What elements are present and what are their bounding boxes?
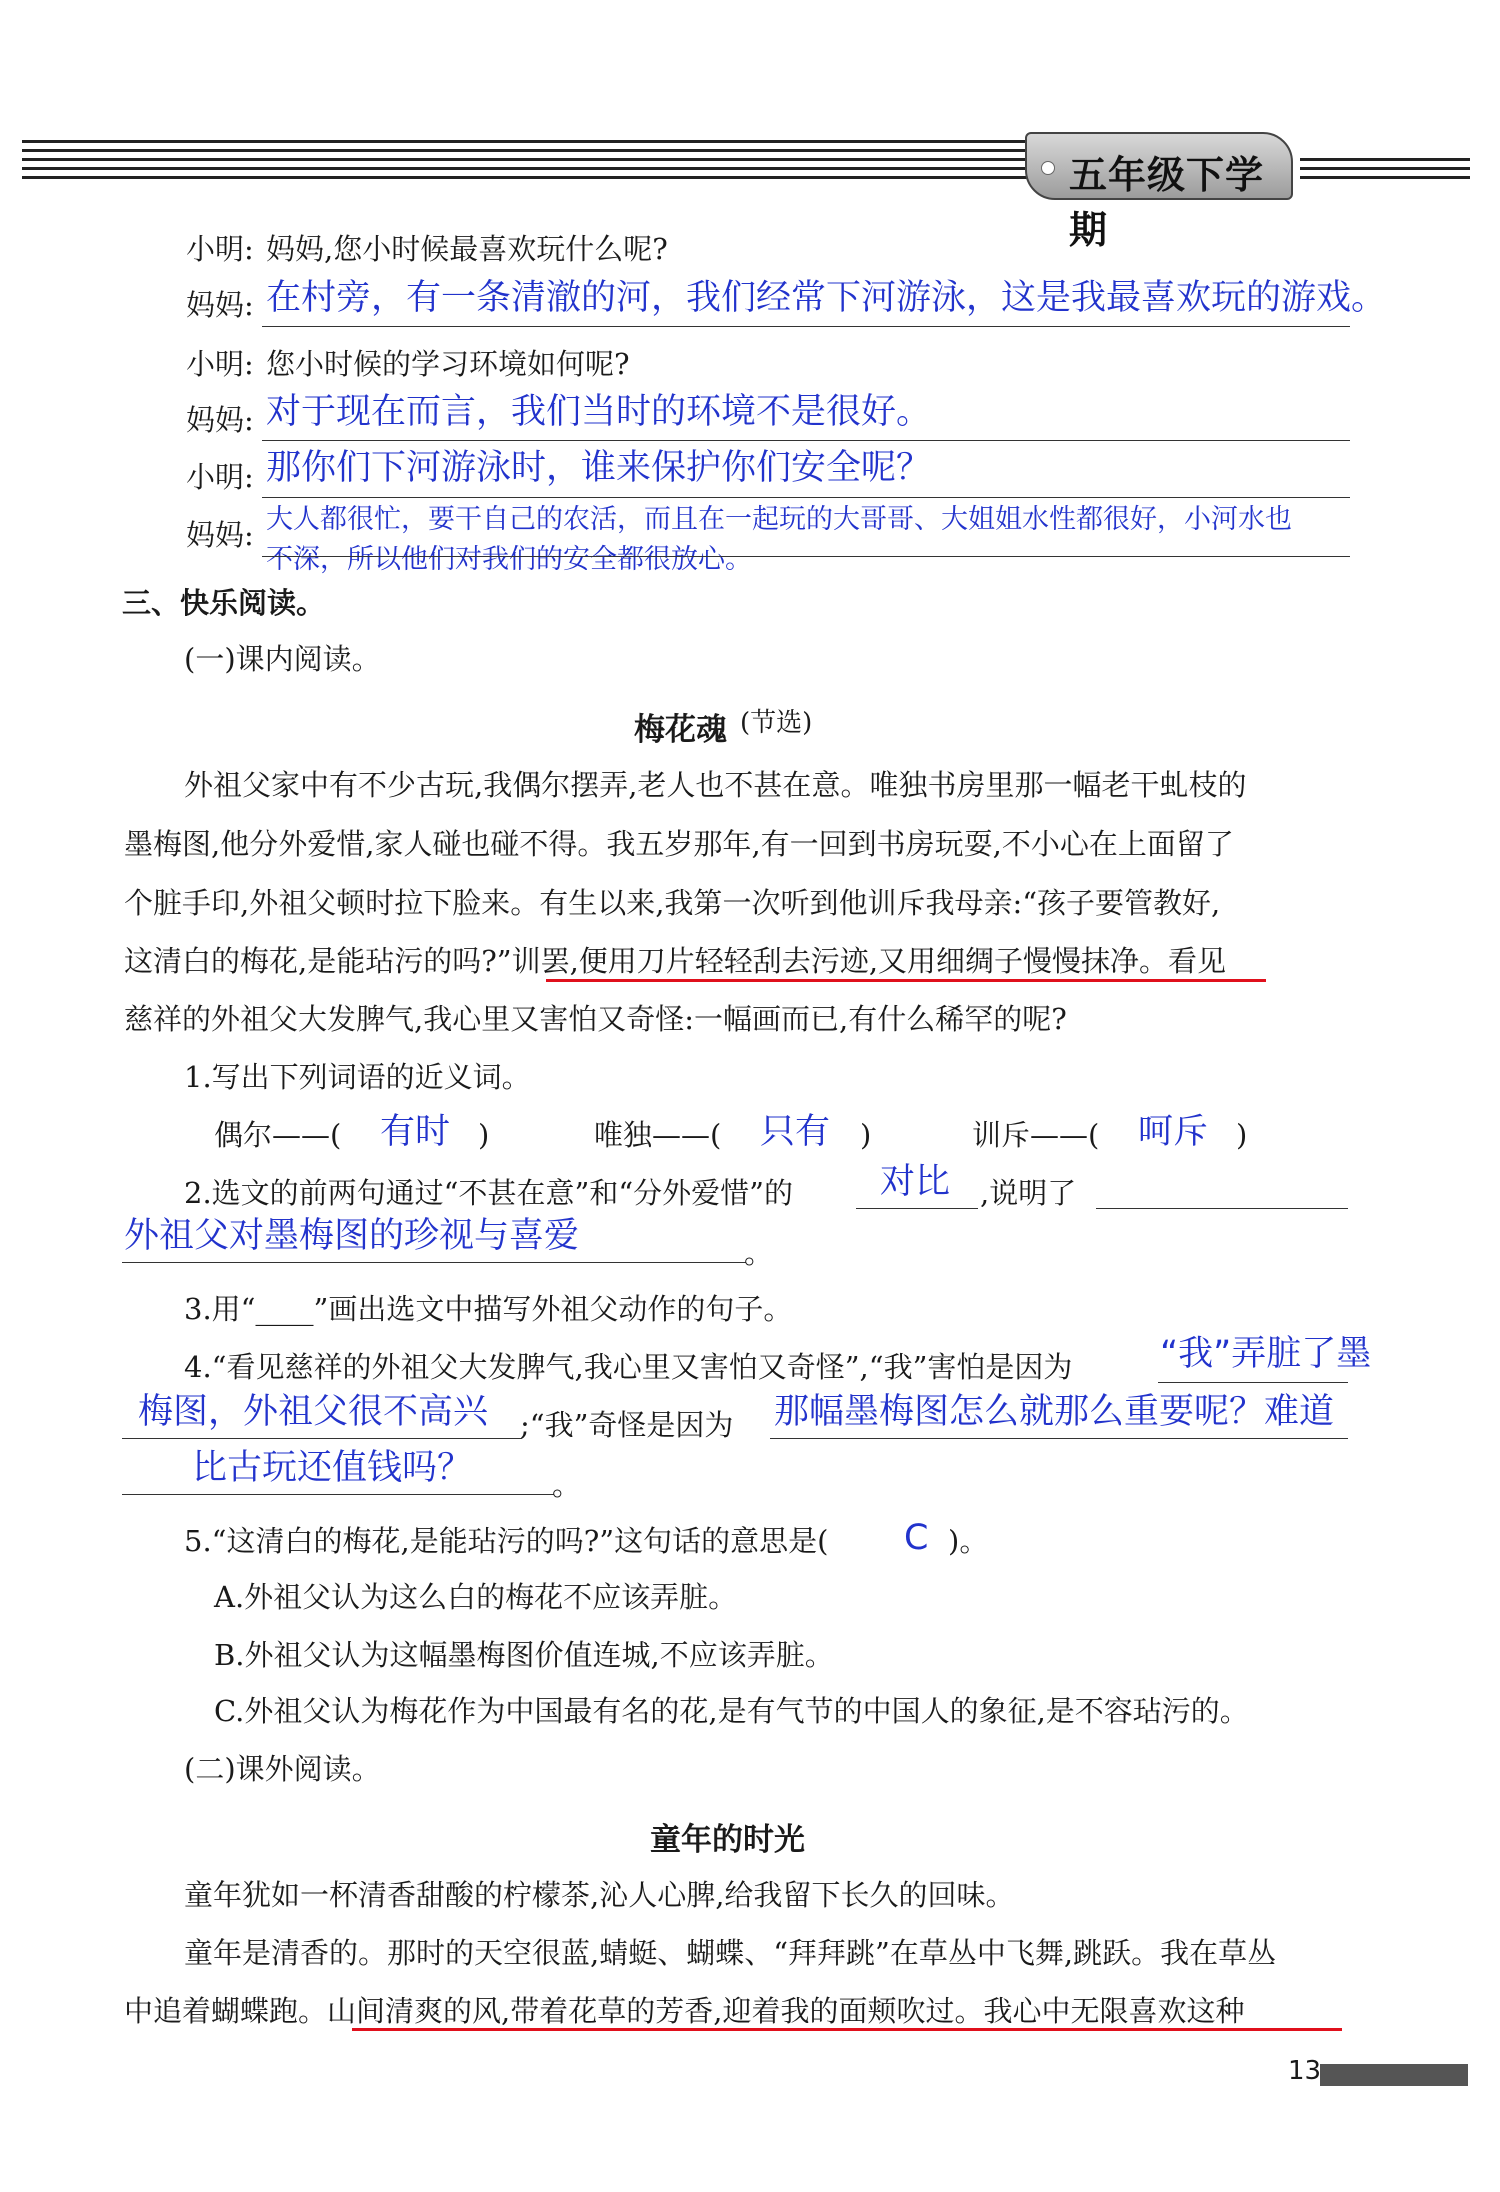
answer-line [1096,1208,1348,1209]
answer-line [122,1262,746,1263]
q4-answer: 梅图，外祖父很不高兴 [138,1392,489,1432]
red-underline [546,979,1266,982]
q4-answer: 那幅墨梅图怎么就那么重要呢？难道 [774,1392,1335,1432]
dialogue-question: 妈妈,您小时候最喜欢玩什么呢? [266,232,668,266]
question-4-end: 。 [552,1468,582,1502]
passage-text: 。看见 [1139,944,1227,978]
q1-word: 偶尔——( [214,1118,342,1152]
subsection-heading: (一)课内阅读。 [184,642,381,676]
question-2-mid: ,说明了 [980,1176,1077,1210]
q1-answer: 呵斥 [1138,1112,1209,1152]
question-1: 1.写出下列词语的近义词。 [184,1060,531,1094]
answer-line [262,326,1350,327]
question-4-mid: ;“我”奇怪是因为 [520,1408,734,1442]
passage-line: 童年犹如一杯清香甜酸的柠檬茶,沁人心脾,给我留下长久的回味。 [184,1878,1015,1912]
q5-answer: C [904,1518,929,1558]
dialogue-speaker: 小明: [186,232,254,266]
subsection-heading: (二)课外阅读。 [184,1752,381,1786]
dialogue-speaker: 妈妈: [186,288,254,322]
page-number: 13 [1288,2056,1322,2086]
dialogue-question: 您小时候的学习环境如何呢? [266,347,630,381]
q4-answer: 比古玩还值钱吗？ [192,1448,473,1488]
dialogue-speaker: 妈妈: [186,403,254,437]
passage-title: 童年的时光 [650,1822,805,1858]
underlined-sentence: 训罢,便用刀片轻轻刮去污迹,又用细绸子慢慢抹净 [511,944,1140,978]
passage-line: 外祖父家中有不少古玩,我偶尔摆弄,老人也不甚在意。唯独书房里那一幅老干虬枝的 [184,768,1247,802]
handwritten-answer: 大人都很忙，要干自己的农活，而且在一起玩的大哥哥、大姐姐水性都很好，小河水也 [266,504,1292,535]
section-heading: 三、快乐阅读。 [122,586,326,620]
handwritten-answer: 不深，所以他们对我们的安全都很放心。 [266,544,752,575]
passage-line: 个脏手印,外祖父顿时拉下脸来。有生以来,我第一次听到他训斥我母亲:“孩子要管教好, [124,886,1221,920]
q2-answer: 对比 [880,1162,951,1202]
dialogue-speaker: 妈妈: [186,518,254,552]
red-underline [352,2028,1342,2031]
badge-dot-icon [1041,161,1055,175]
question-4: 4.“看见慈祥的外祖父大发脾气,我心里又害怕又奇怪”,“我”害怕是因为 [184,1350,1073,1384]
q4-answer: “我”弄脏了墨 [1160,1334,1372,1374]
passage-text: 。我心中无限喜欢这种 [954,1994,1245,2028]
underlined-sentence: 山间清爽的风,带着花草的芳香,迎着我的面颊吹过 [327,1994,955,2028]
q1-close: ) [478,1118,490,1152]
dialogue-speaker: 小明: [186,460,254,494]
q1-answer: 只有 [760,1112,831,1152]
page-bar [1320,2064,1468,2086]
answer-line [122,1438,522,1439]
passage-title-note: (节选) [740,708,813,738]
q1-answer: 有时 [380,1112,451,1152]
handwritten-answer: 那你们下河游泳时，谁来保护你们安全呢？ [266,448,932,488]
option-b: B.外祖父认为这幅墨梅图价值连城,不应该弄脏。 [214,1638,834,1672]
question-2-end: 。 [744,1236,774,1270]
answer-line [262,497,1350,498]
question-2: 2.选文的前两句通过“不甚在意”和“分外爱惜”的 [184,1176,793,1210]
option-a: A.外祖父认为这么白的梅花不应该弄脏。 [214,1580,738,1614]
q1-close: ) [860,1118,872,1152]
answer-line [122,1494,554,1495]
passage-line: 童年是清香的。那时的天空很蓝,蜻蜓、蝴蝶、“拜拜跳”在草丛中飞舞,跳跃。我在草丛 [184,1936,1277,1970]
passage-line: 墨梅图,他分外爱惜,家人碰也碰不得。我五岁那年,有一回到书房玩耍,不小心在上面留了 [124,827,1234,861]
handwritten-answer: 在村旁，有一条清澈的河，我们经常下河游泳，这是我最喜欢玩的游戏。 [266,278,1387,318]
grade-badge [1025,132,1293,252]
answer-line [856,1208,978,1209]
question-5: 5.“这清白的梅花,是能玷污的吗?”这句话的意思是( [184,1524,829,1558]
option-c: C.外祖父认为梅花作为中国最有名的花,是有气节的中国人的象征,是不容玷污的。 [214,1694,1249,1728]
passage-text: 中追着蝴蝶跑。 [124,1994,328,2028]
passage-text: 这清白的梅花,是能玷污的吗?” [124,944,512,978]
passage-line [124,944,1226,978]
answer-line [1158,1382,1348,1383]
q1-word: 唯独——( [594,1118,722,1152]
q2-answer: 外祖父对墨梅图的珍视与喜爱 [124,1216,580,1256]
answer-line [262,440,1350,441]
question-5-close: )。 [948,1524,989,1558]
answer-line [262,556,1350,557]
answer-line [770,1438,1348,1439]
passage-title: 梅花魂 [634,712,727,748]
passage-line [124,1994,1244,2028]
handwritten-answer: 对于现在而言，我们当时的环境不是很好。 [266,392,932,432]
grade-badge-label: 五年级下学期 [1069,153,1265,252]
dialogue-speaker: 小明: [186,347,254,381]
q1-close: ) [1236,1118,1248,1152]
question-3: 3.用“____”画出选文中描写外祖父动作的句子。 [184,1292,793,1326]
q1-word: 训斥——( [972,1118,1100,1152]
passage-line: 慈祥的外祖父大发脾气,我心里又害怕又奇怪:一幅画而已,有什么稀罕的呢? [124,1002,1067,1036]
